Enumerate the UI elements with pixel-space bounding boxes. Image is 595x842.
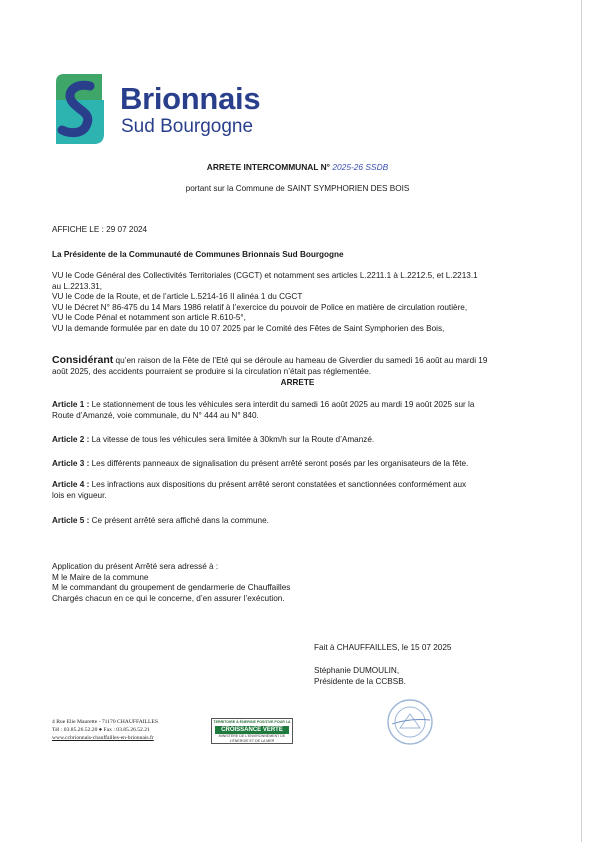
arrete-heading: ARRETE [280, 378, 315, 387]
article-2: Article 2 : La vitesse de tous les véhicules sera limitée à 30km/h sur la Route d’Amanzé. [52, 435, 375, 444]
article-3: Article 3 : Les différents panneaux de signalisation du présent arrêté seront posés par les organisateurs de la fête. [52, 459, 469, 468]
brand-logo-icon [52, 72, 108, 146]
tepcv-badge: TERRITOIRE À ÉNERGIE POSITIVE POUR LA CROISSANCE VERTE MINISTÈRE DE L’ENVIRONNEMENT DE L’ÉNERGIE ET DE LA MER [211, 718, 293, 744]
brand-name: Brionnais [120, 81, 261, 116]
footer-address-block [52, 718, 158, 742]
footer-address: 4 Rue Elie Maurette - 71170 CHAUFFAILLES [52, 719, 158, 725]
presidente-heading: La Présidente de la Communauté de Communes Brionnais Sud Bourgogne [52, 250, 344, 259]
vu-line: VU le Décret N° 86-475 du 14 Mars 1986 relatif à l’exercice du pouvoir de Police en matière de circulation routière, [52, 302, 468, 312]
article-label: Article 2 : [52, 435, 90, 444]
affichage-date: AFFICHE LE : 29 07 2024 [52, 225, 148, 234]
vu-line: VU le Code Général des Collectivités Territoriales (CGCT) et notamment ses articles L.2211.1 à L.2212.5, et L.2213.1 [52, 271, 478, 280]
brand-subname: Sud Bourgogne [121, 116, 254, 137]
considerant-label: Considérant [52, 354, 114, 366]
vu-section [52, 271, 512, 335]
document-title: ARRETE INTERCOMMUNAL N° 2025-26 SSDB [206, 162, 389, 172]
article-label: Article 4 : [52, 480, 90, 489]
page-edge-divider [581, 0, 582, 842]
vu-line: VU le Code de la Route, et de l’article L.5214-16 II alinéa 1 du CGCT [52, 292, 303, 302]
footer-website-link[interactable]: www.ccbrionnais-chauffailles-en-brionnais.fr [52, 735, 154, 741]
article-4: Article 4 : Les infractions aux dispositions du présent arrêté seront constatées et sanctionnées conformément aux lois en vigueur. [52, 480, 467, 500]
signatory-role: Présidente de la CCBSB. [314, 676, 406, 686]
vu-line: VU la demande formulée par en date du 10 07 2025 par le Comité des Fêtes de Saint Symphorien des Bois, [52, 323, 445, 333]
signatory-name: Stéphanie DUMOULIN, [314, 666, 400, 675]
arrete-number: 2025-26 SSDB [332, 162, 389, 172]
vu-line: au L.2213.31, [52, 281, 103, 291]
article-5: Article 5 : Ce présent arrêté sera affiché dans la commune. [52, 516, 269, 525]
article-1: Article 1 : Le stationnement de tous les véhicules sera interdit du samedi 16 août 2025 au mardi 19 août 2025 sur la Route d’Amanzé, voie communale, du N° 444 au N° 840. [52, 400, 475, 420]
fait-a: Fait à CHAUFFAILLES, le 15 07 2025 [314, 643, 452, 652]
signature-block [314, 666, 406, 687]
article-label: Article 3 : [52, 459, 90, 468]
application-section: Application du présent Arrêté sera adressé à : M le Maire de la commune M le commandant du groupement de gendarmerie de Chauffailles Chargés chacun en ce qui le concerne, d’en assurer l’exécution. [52, 562, 291, 603]
article-label: Article 1 : [52, 400, 90, 409]
footer-phone: Tél : 03.85.26.52.20 ● Fax : 03.85.26.52.21 [52, 727, 150, 733]
document-subtitle: portant sur la Commune de SAINT SYMPHORIEN DES BOIS [185, 184, 410, 193]
article-label: Article 5 : [52, 516, 90, 525]
considerant-section: Considérant qu’en raison de la Fête de l’Eté qui se déroule au hameau de Giverdier du samedi 16 août au mardi 19 août 2025, des accidents pourraient se produire si la circulation n’était pas réglementée. [52, 354, 488, 376]
vu-line: VU le Code Pénal et notamment son article R.610-5°, [52, 313, 246, 323]
official-seal-icon [386, 698, 434, 746]
